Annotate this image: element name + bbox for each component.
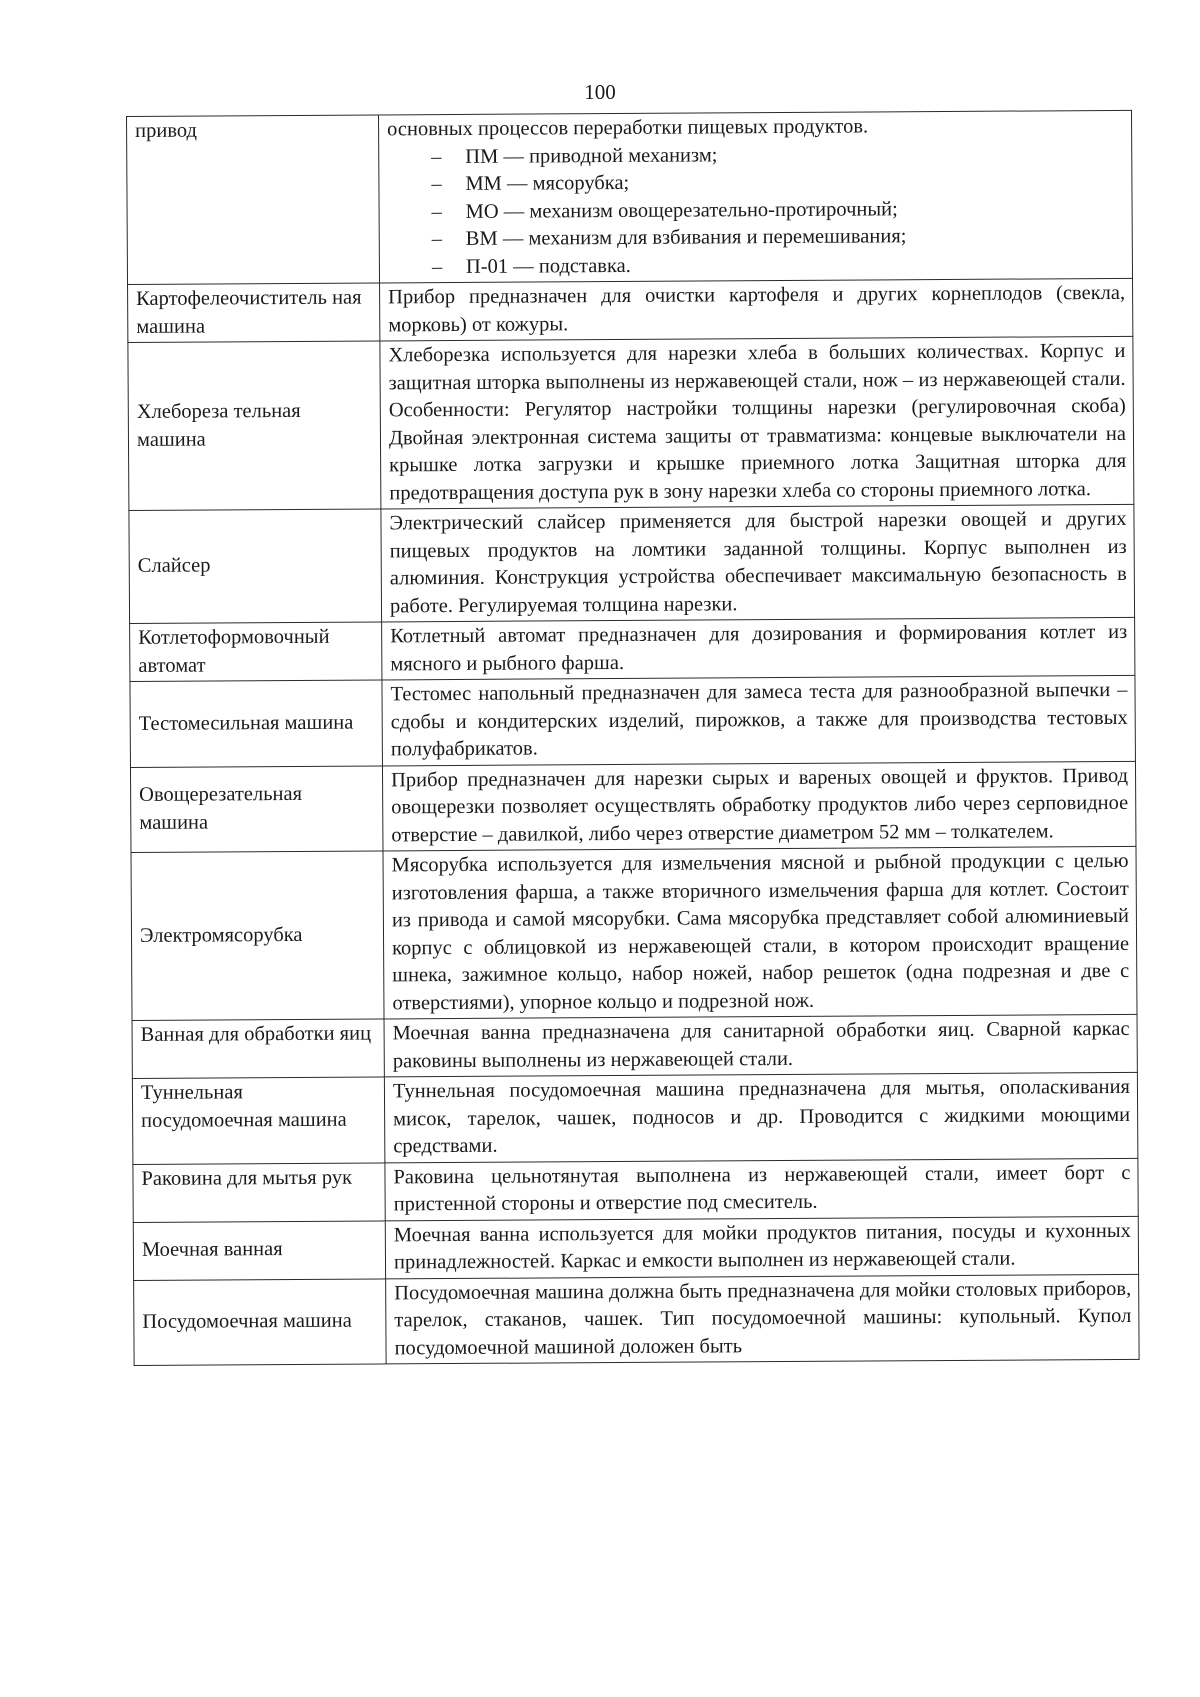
- equipment-description: Туннельная посудомоечная машина предназначена для мытья, ополаскивания мисок, тарелок, чашек, подносов и др. Проводится с жидкими моющими средствами.: [384, 1072, 1138, 1162]
- equipment-name: Ванная для обработки яиц: [132, 1019, 384, 1079]
- equipment-name: Моечная ванная: [133, 1220, 385, 1280]
- equipment-name: Овощерезательная машина: [130, 765, 383, 852]
- equipment-name: Тестомесильная машина: [130, 680, 383, 767]
- equipment-description: Хлеборезка используется для нарезки хлеба в больших количествах. Корпус и защитная шторка выполнены из нержавеющей стали, нож – из нержавеющей стали. Особенности: Регулятор настройки толщины нарезки (регулировочная скоба) Двойная электронная система защиты от травматизма: концевые выключатели на крышке лотка загрузки и крышке приемного лотка Защитная шторка для предотвращения доступа рук в зону нарезки хлеба со стороны приемного лотка.: [380, 336, 1134, 509]
- equipment-name: Раковина для мытья рук: [133, 1162, 385, 1222]
- list-item: – ВМ — механизм для взбивания и перемешивания;: [432, 222, 1125, 254]
- equipment-description: Моечная ванна используется для мойки продуктов питания, посуды и кухонных принадлежностей. Каркас и емкости выполнен из нержавеющей стали.: [385, 1216, 1138, 1279]
- equipment-name: Слайсер: [129, 509, 382, 624]
- list-item: – МО — механизм овощерезательно-протирочный;: [432, 194, 1125, 226]
- table-row: [132, 1072, 1138, 1164]
- equipment-name: Хлебореза тельная машина: [128, 341, 381, 511]
- equipment-description: Мясорубка используется для измельчения мясной и рыбной продукции с целью изготовления фарша, а также вторичного измельчения фарша для котлет. Состоит из привода и самой мясорубки. Сама мясорубка представляет собой алюминиевый корпус с облицовкой из нержавеющей стали, в котором происходит вращение шнека, зажимное кольцо, набор ножей, набор решеток (одна подрезная и две с отверстиями), упорное кольцо и подрезной нож.: [383, 846, 1137, 1019]
- list-item: – П-01 — подставка.: [432, 249, 1125, 281]
- page-number: 100: [584, 80, 616, 104]
- equipment-description: Посудомоечная машина должна быть предназначена для мойки столовых приборов, тарелок, стаканов, чашек. Тип посудомоечной машины: купольный. Купол посудомоечной машиной доложен быть: [386, 1274, 1140, 1364]
- equipment-name: Туннельная посудомоечная машина: [132, 1077, 385, 1164]
- equipment-description: Моечная ванна предназначена для санитарной обработки яиц. Сварной каркас раковины выполнены из нержавеющей стали.: [384, 1014, 1137, 1077]
- equipment-name: привод: [127, 115, 380, 285]
- table-row: [129, 504, 1135, 623]
- equipment-name: Котлетоформовочный автомат: [130, 622, 382, 682]
- table-row: [134, 1274, 1140, 1366]
- table-row: [132, 1014, 1137, 1078]
- equipment-description: Тестомес напольный предназначен для замеса теста для разнообразной выпечки – сдобы и кондитерских изделий, пирожков, а также для производства тестовых полуфабрикатов.: [382, 675, 1136, 765]
- table-row: [128, 278, 1133, 342]
- list-item: – ММ — мясорубка;: [431, 167, 1124, 199]
- table-row: [130, 617, 1135, 681]
- component-list: [387, 139, 1125, 281]
- description-text: основных процессов переработки пищевых продуктов.: [387, 115, 869, 141]
- table-row: [133, 1216, 1138, 1280]
- equipment-description: Котлетный автомат предназначен для дозирования и формирования котлет из мясного и рыбного фарша.: [382, 617, 1135, 680]
- equipment-description: Раковина цельнотянутая выполнена из нержавеющей стали, имеет борт с пристенной стороны и отверстие под смеситель.: [385, 1158, 1138, 1221]
- table-row: [130, 761, 1136, 853]
- table-row: [133, 1158, 1138, 1222]
- equipment-name: Посудомоечная машина: [134, 1278, 387, 1365]
- equipment-description: [378, 110, 1132, 283]
- equipment-description: Прибор предназначен для нарезки сырых и вареных овощей и фруктов. Привод овощерезки позволяет осуществлять обработку продуктов либо через серповидное отверстие – давилкой, либо через отверстие диаметром 52 мм – толкателем.: [382, 761, 1136, 851]
- equipment-description: Электрический слайсер применяется для быстрой нарезки овощей и других пищевых продуктов на ломтики заданной толщины. Корпус выполнен из алюминия. Конструкция устройства обеспечивает максимальную безопасность в работе. Регулируемая толщина нарезки.: [381, 504, 1135, 622]
- table-row: [127, 110, 1133, 284]
- equipment-description: Прибор предназначен для очистки картофеля и других корнеплодов (свекла, морковь) от кожуры.: [380, 278, 1133, 341]
- table-row: [128, 336, 1134, 510]
- list-item: – ПМ — приводной механизм;: [431, 139, 1124, 171]
- equipment-table: [126, 110, 1140, 1366]
- equipment-name: Электромясорубка: [131, 851, 384, 1021]
- table-row: [131, 846, 1137, 1020]
- equipment-name: Картофелеочиститель ная машина: [128, 283, 380, 343]
- table-row: [130, 675, 1136, 767]
